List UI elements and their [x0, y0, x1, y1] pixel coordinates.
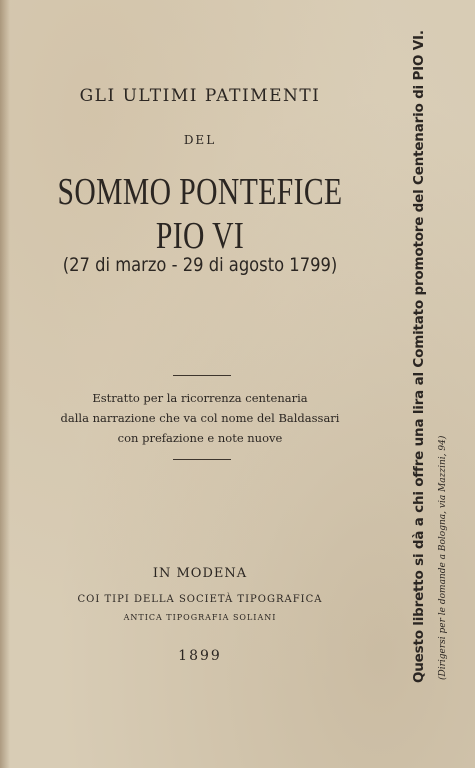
extract-line-3: con prefazione e note nuove: [117, 431, 283, 445]
cover-del-line: DEL: [183, 133, 217, 147]
extract-line-2: dalla narrazione che va col nome del Baldassari: [60, 411, 340, 425]
imprint-printer-name: ANTICA TIPOGRAFIA SOLIANI: [123, 613, 277, 622]
imprint-city: IN MODENA: [152, 566, 248, 581]
extract-block: [10, 388, 390, 448]
imprint-printer: COI TIPI DELLA SOCIETÀ TIPOGRAFICA: [77, 594, 323, 605]
side-note-sub: (Dirigersi per le domande a Bologna, via Mazzini, 94): [438, 435, 448, 680]
cover-title-line: GLI ULTIMI PATIMENTI: [79, 86, 321, 106]
cover-dates: (27 di marzo - 29 di agosto 1799): [62, 254, 338, 276]
extract-line-1: Estratto per la ricorrenza centenaria: [92, 391, 308, 405]
divider-top: [173, 375, 231, 376]
cover-main-title: SOMMO PONTEFICE PIO VI: [57, 171, 343, 257]
imprint-year: 1899: [178, 648, 222, 664]
spine-shadow: [0, 0, 10, 768]
divider-bottom: [173, 459, 231, 460]
side-note-main: Questo libretto si dà a chi offre una lira al Comitato promotore del Centenario di PIO VI.: [411, 30, 427, 683]
